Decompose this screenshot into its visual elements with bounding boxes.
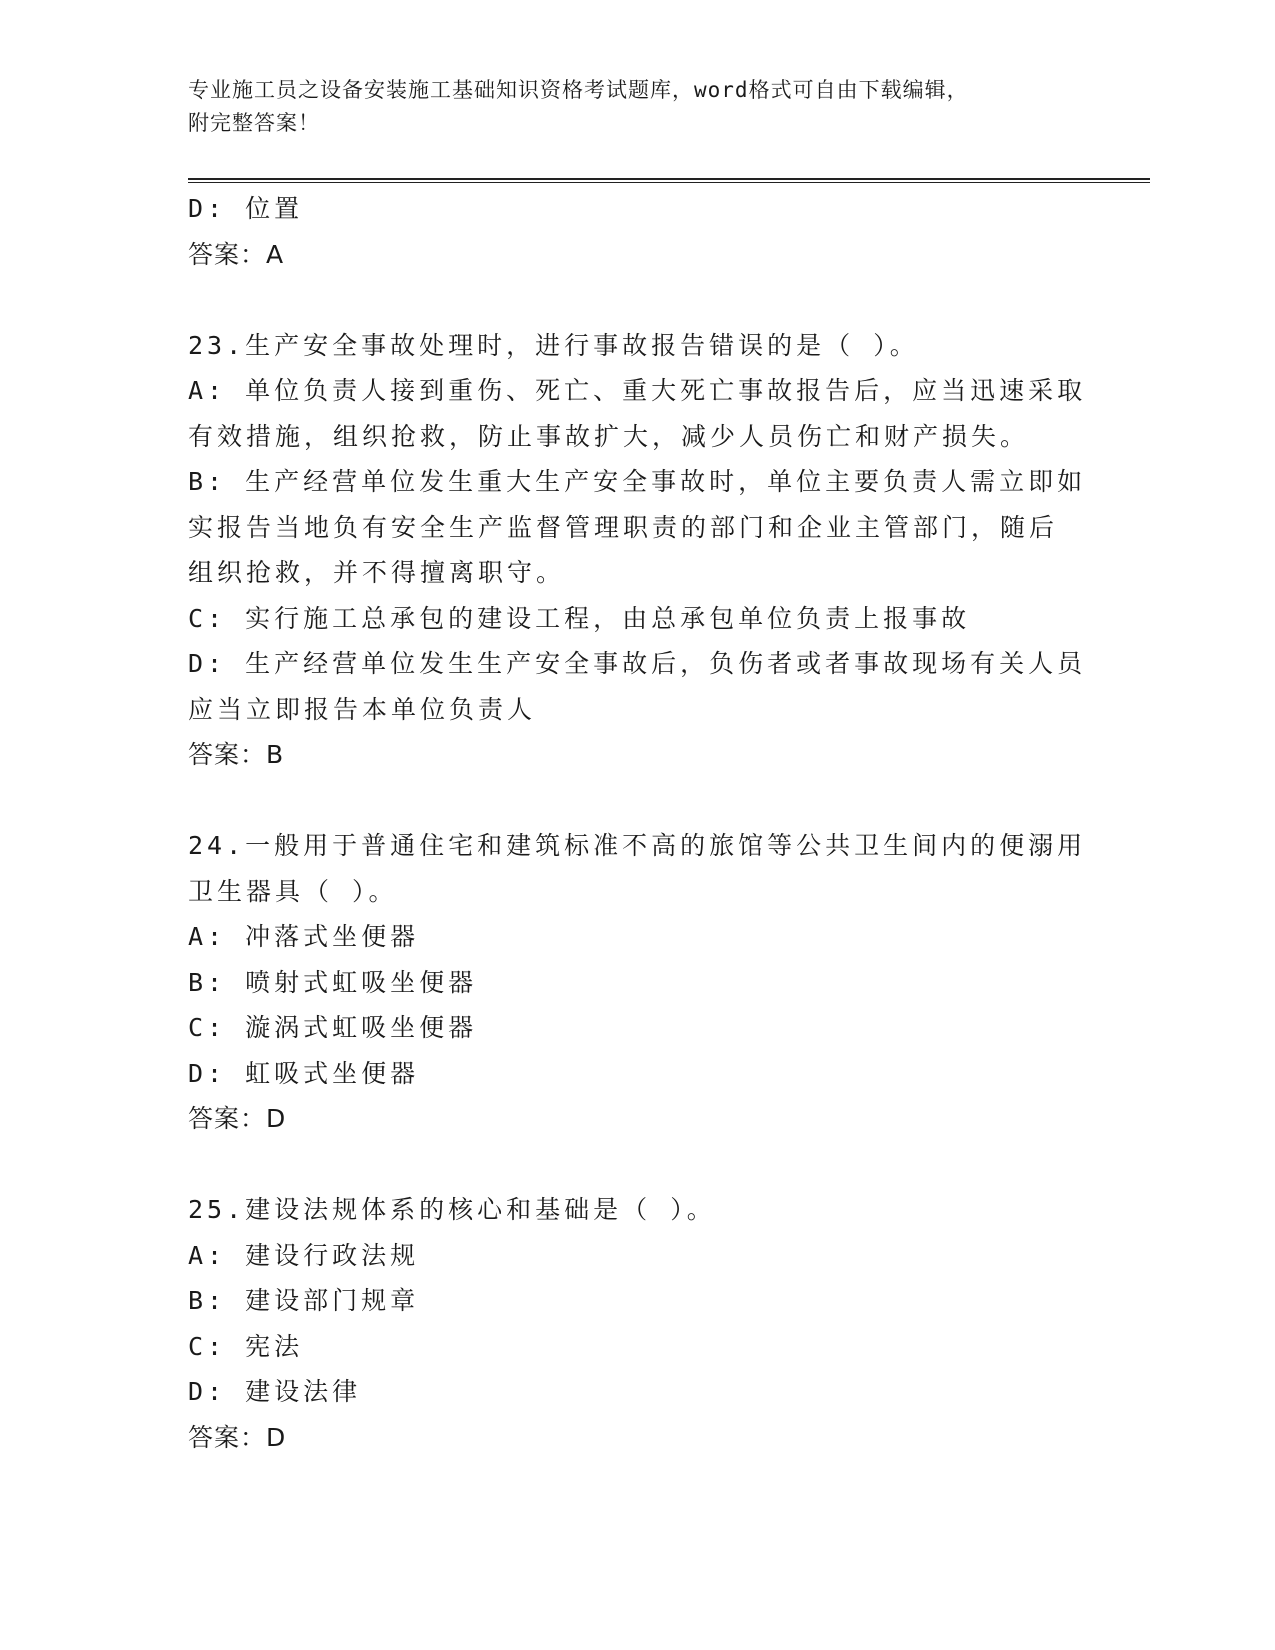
header-line-1: 专业施工员之设备安装施工基础知识资格考试题库，word格式可自由下载编辑， <box>188 78 969 102</box>
spacer <box>188 1142 1088 1188</box>
option-d: D: 生产经营单位发生生产安全事故后，负伤者或者事故现场有关人员 <box>188 649 1087 678</box>
option-a: A: 建设行政法规 <box>188 1240 420 1270</box>
spacer <box>188 277 1088 323</box>
option-b-cont: 实报告当地负有安全生产监督管理职责的部门和企业主管部门，随后 <box>188 512 1059 542</box>
option-c: C: 实行施工总承包的建设工程，由总承包单位负责上报事故 <box>188 603 971 633</box>
document-body <box>188 186 1088 1460</box>
question-stem: 25.建设法规体系的核心和基础是（ ）。 <box>188 1195 716 1224</box>
header-divider <box>188 178 1150 183</box>
document-header <box>188 74 1088 140</box>
option-d: D: 虹吸式坐便器 <box>188 1058 420 1088</box>
option-c: C: 宪法 <box>188 1331 304 1361</box>
option-a: A: 单位负责人接到重伤、死亡、重大死亡事故报告后，应当迅速采取 <box>188 376 1087 405</box>
option-a: A: 冲落式坐便器 <box>188 922 420 951</box>
prev-option-d: D: 位置 <box>188 194 304 223</box>
question-25 <box>188 1187 1088 1460</box>
option-d-cont: 应当立即报告本单位负责人 <box>188 694 537 724</box>
spacer <box>188 778 1088 824</box>
answer: 答案：D <box>188 1104 287 1133</box>
option-b-cont: 组织抢救，并不得擅离职守。 <box>188 558 566 587</box>
answer: 答案：B <box>188 740 285 769</box>
option-b: B: 建设部门规章 <box>188 1286 420 1315</box>
option-c: C: 漩涡式虹吸坐便器 <box>188 1013 478 1042</box>
question-stem: 24.一般用于普通住宅和建筑标准不高的旅馆等公共卫生间内的便溺用 <box>188 831 1087 860</box>
question-stem-cont: 卫生器具（ ）。 <box>188 876 398 906</box>
answer: 答案：D <box>188 1422 287 1452</box>
header-line-2: 附完整答案！ <box>188 111 320 135</box>
question-23 <box>188 323 1088 778</box>
prev-answer: 答案：A <box>188 239 285 269</box>
question-24 <box>188 823 1088 1142</box>
option-a-cont: 有效措施，组织抢救，防止事故扩大，减少人员伤亡和财产损失。 <box>188 421 1030 451</box>
option-b: B: 喷射式虹吸坐便器 <box>188 967 478 997</box>
question-stem: 23.生产安全事故处理时，进行事故报告错误的是（ ）。 <box>188 330 919 360</box>
option-b: B: 生产经营单位发生重大生产安全事故时，单位主要负责人需立即如 <box>188 467 1087 496</box>
option-d: D: 建设法律 <box>188 1377 362 1406</box>
